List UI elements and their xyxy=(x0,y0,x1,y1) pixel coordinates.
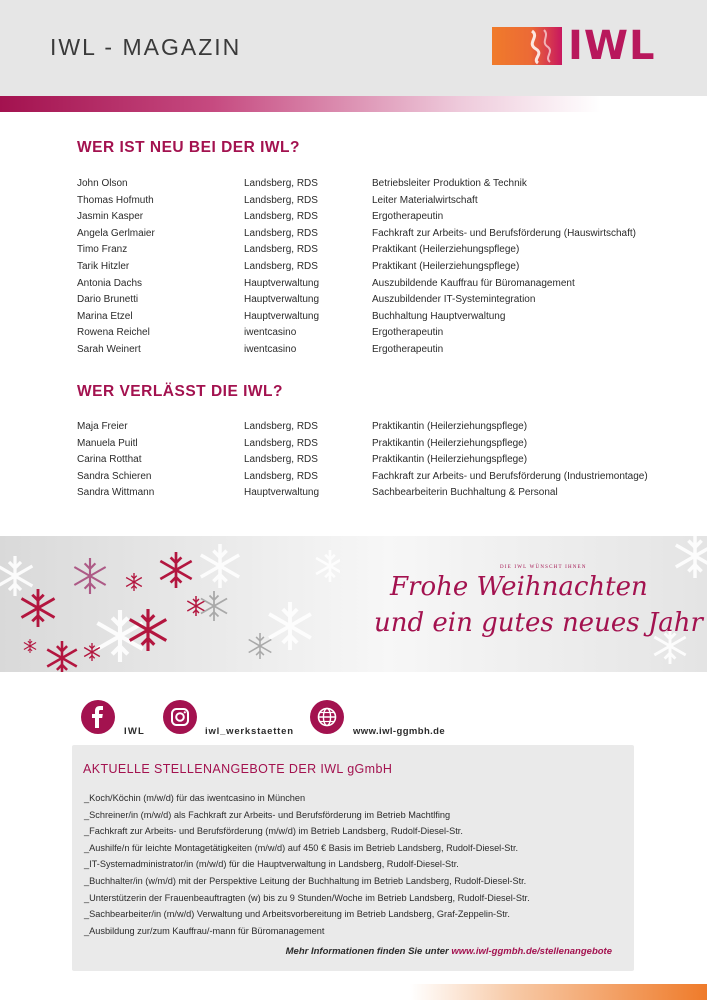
table-row xyxy=(77,226,687,243)
job-offers-box xyxy=(72,745,634,971)
job-offers-heading: AKTUELLE STELLENANGEBOTE DER IWL gGmbH xyxy=(83,762,393,776)
more-info-text: Mehr Informationen finden Sie unter xyxy=(285,946,452,957)
logo-graphic xyxy=(492,27,562,65)
person-location: Landsberg, RDS xyxy=(244,437,318,449)
facebook-icon xyxy=(81,700,115,734)
website-label: www.iwl-ggmbh.de xyxy=(353,726,446,737)
magazine-header xyxy=(0,0,707,96)
instagram-icon xyxy=(163,700,197,734)
person-location: Landsberg, RDS xyxy=(244,211,318,223)
table-row xyxy=(77,309,687,326)
job-offer-item: _IT-Systemadministrator/in (m/w/d) für die Hauptverwaltung in Landsberg, Rudolf-Diesel-Str. xyxy=(84,859,459,870)
table-row xyxy=(77,193,687,210)
snowflakes-decoration-right xyxy=(640,536,707,672)
table-row xyxy=(77,342,687,359)
person-location: Hauptverwaltung xyxy=(244,487,320,499)
person-name: Dario Brunetti xyxy=(77,294,139,306)
facebook-label: IWL xyxy=(124,726,146,737)
person-name: Rowena Reichel xyxy=(77,327,150,339)
person-position: Buchhaltung Hauptverwaltung xyxy=(372,310,506,322)
globe-icon xyxy=(310,700,344,734)
logo-text: IWL xyxy=(568,23,656,69)
person-name: Sarah Weinert xyxy=(77,343,141,355)
xmas-greeting-line2: und ein gutes neues Jahr xyxy=(374,608,703,638)
person-location: Landsberg, RDS xyxy=(244,470,318,482)
table-row xyxy=(77,259,687,276)
person-position: Sachbearbeiterin Buchhaltung & Personal xyxy=(372,487,558,499)
person-location: Landsberg, RDS xyxy=(244,194,318,206)
job-offer-item: _Fachkraft zur Arbeits- und Berufsförderung (m/w/d) im Betrieb Landsberg, Rudolf-Diesel-Str. xyxy=(84,826,463,837)
person-name: Sandra Wittmann xyxy=(77,487,155,499)
person-position: Leiter Materialwirtschaft xyxy=(372,194,478,206)
job-offers-list xyxy=(84,790,530,939)
table-row xyxy=(77,419,687,436)
person-position: Fachkraft zur Arbeits- und Berufsförderung (Industriemontage) xyxy=(372,470,648,482)
job-offer-item: _Sachbearbeiter/in (m/w/d) Verwaltung und Arbeitsvorbereitung im Betrieb Landsberg, Graf-Zeppelin-Str. xyxy=(84,909,510,920)
person-name: Angela Gerlmaier xyxy=(77,227,155,239)
person-location: Landsberg, RDS xyxy=(244,227,318,239)
person-name: John Olson xyxy=(77,178,128,189)
person-name: Carina Rotthat xyxy=(77,454,142,466)
job-offer-item: _Schreiner/in (m/w/d) als Fachkraft zur Arbeits- und Berufsförderung im Betrieb Machtlfing xyxy=(84,809,451,820)
person-position: Ergotherapeutin xyxy=(372,343,444,355)
more-info-line xyxy=(286,946,612,957)
person-position: Auszubildender IT-Systemintegration xyxy=(372,294,536,306)
person-location: Landsberg, RDS xyxy=(244,178,318,189)
christmas-banner xyxy=(0,536,707,672)
person-position: Praktikantin (Heilerziehungspflege) xyxy=(372,421,528,432)
snowflakes-decoration xyxy=(0,536,340,672)
person-name: Thomas Hofmuth xyxy=(77,194,154,206)
person-position: Praktikantin (Heilerziehungspflege) xyxy=(372,454,528,466)
person-name: Sandra Schieren xyxy=(77,470,152,482)
new-employees-list xyxy=(77,176,687,359)
table-row xyxy=(77,325,687,342)
table-row xyxy=(77,242,687,259)
table-row xyxy=(77,209,687,226)
person-position: Auszubildende Kauffrau für Büromanagement xyxy=(372,277,575,289)
person-location: Hauptverwaltung xyxy=(244,277,320,289)
new-employees-heading: WER IST NEU BEI DER IWL? xyxy=(77,139,300,156)
person-location: iwentcasino xyxy=(244,327,297,339)
table-row xyxy=(77,276,687,293)
job-offer-item: _Unterstützerin der Frauenbeauftragten (w) bis zu 9 Stunden/Woche im Betrieb Landsberg, Rudolf-Diesel-Str. xyxy=(84,892,530,903)
person-location: Hauptverwaltung xyxy=(244,310,320,322)
table-row xyxy=(77,452,687,469)
xmas-greeting-intro: DIE IWL WÜNSCHT IHNEN xyxy=(500,565,587,570)
header-accent-bar xyxy=(0,96,707,112)
person-name: Manuela Puitl xyxy=(77,437,138,449)
job-offer-item: _Ausbildung zur/zum Kauffrau/-mann für Büromanagement xyxy=(84,925,325,936)
leaving-employees-list xyxy=(77,419,687,502)
person-position: Praktikant (Heilerziehungspflege) xyxy=(372,260,520,272)
person-position: Praktikantin (Heilerziehungspflege) xyxy=(372,437,528,449)
person-location: Landsberg, RDS xyxy=(244,454,318,466)
person-position: Fachkraft zur Arbeits- und Berufsförderung (Hauswirtschaft) xyxy=(372,227,636,239)
person-position: Ergotherapeutin xyxy=(372,211,444,223)
table-row xyxy=(77,436,687,453)
person-location: Landsberg, RDS xyxy=(244,244,318,256)
footer-accent-bar xyxy=(410,984,707,1000)
person-name: Tarik Hitzler xyxy=(77,260,130,272)
table-row xyxy=(77,292,687,309)
instagram-label: iwl_werkstaetten xyxy=(205,726,294,737)
person-name: Maja Freier xyxy=(77,421,128,432)
magazine-title: IWL - MAGAZIN xyxy=(50,34,242,60)
xmas-greeting-line1: Frohe Weihnachten xyxy=(390,572,648,602)
person-name: Jasmin Kasper xyxy=(77,211,144,223)
leaving-employees-heading: WER VERLÄSST DIE IWL? xyxy=(77,383,283,400)
table-row xyxy=(77,469,687,486)
table-row xyxy=(77,485,687,502)
person-location: Landsberg, RDS xyxy=(244,260,318,272)
person-name: Marina Etzel xyxy=(77,310,133,322)
iwl-logo xyxy=(492,23,662,69)
person-location: iwentcasino xyxy=(244,343,297,355)
table-row xyxy=(77,176,687,193)
person-position: Praktikant (Heilerziehungspflege) xyxy=(372,244,520,256)
person-location: Hauptverwaltung xyxy=(244,294,320,306)
person-position: Betriebsleiter Produktion & Technik xyxy=(372,178,527,189)
job-offer-item: _Buchhalter/in (w/m/d) mit der Perspektive Leitung der Buchhaltung im Betrieb Landsberg, Rudolf-Diesel-Str. xyxy=(84,875,527,886)
person-name: Timo Franz xyxy=(77,244,128,256)
job-offer-item: _Koch/Köchin (m/w/d) für das iwentcasino in München xyxy=(84,793,306,803)
person-position: Ergotherapeutin xyxy=(372,327,444,339)
person-location: Landsberg, RDS xyxy=(244,421,318,432)
person-name: Antonia Dachs xyxy=(77,277,143,289)
job-offers-link[interactable]: www.iwl-ggmbh.de/stellenangebote xyxy=(451,946,612,957)
job-offer-item: _Aushilfe/n für leichte Montagetätigkeiten (m/w/d) auf 450 € Basis im Betrieb Landsberg, Rudolf-Diesel-Str. xyxy=(84,842,519,853)
